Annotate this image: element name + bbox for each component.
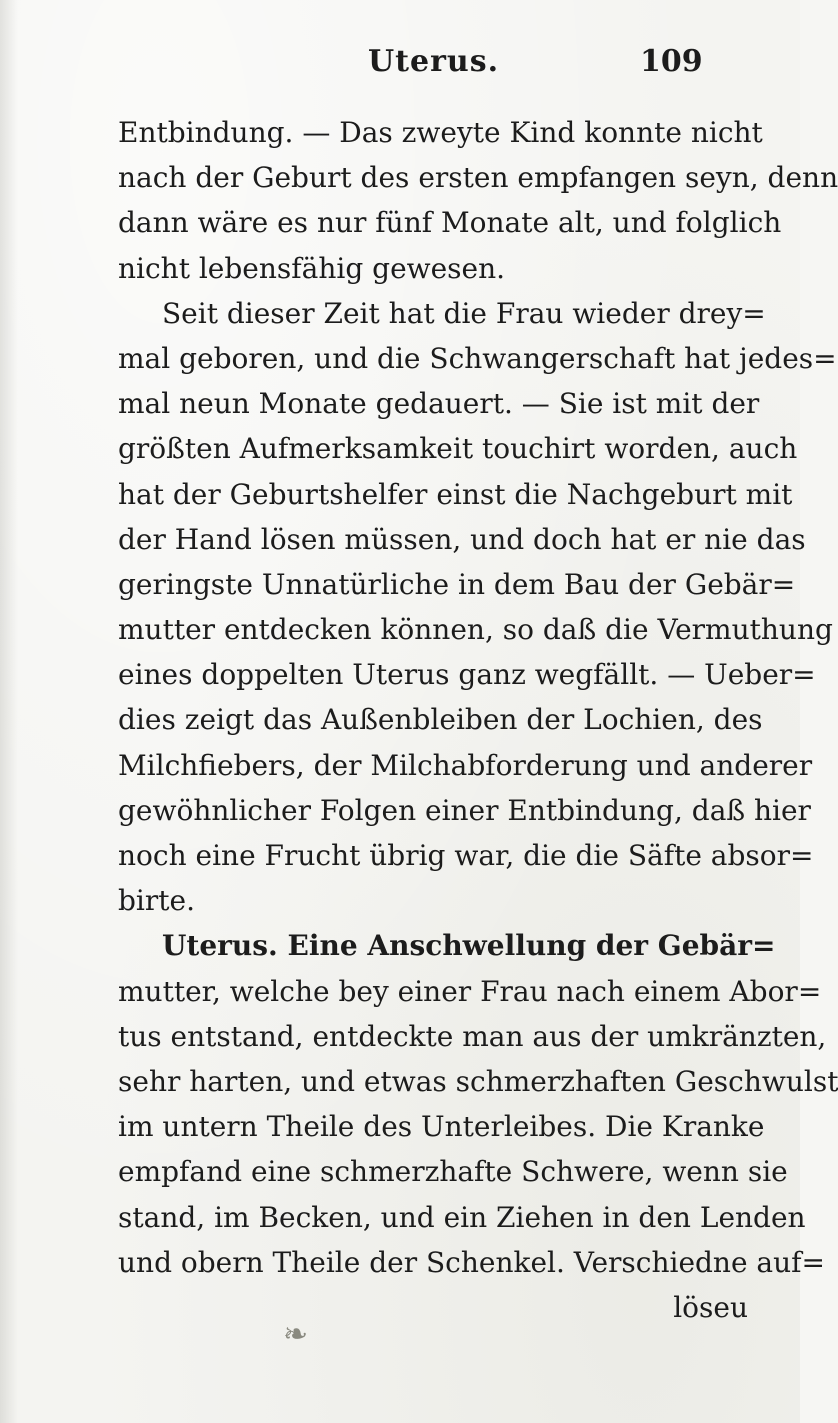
text-line: der Hand lösen müssen, und doch hat er nie das — [118, 522, 806, 556]
text-line: Seit dieser Zeit hat die Frau wieder drey= — [162, 296, 766, 330]
text-line: mutter entdecken können, so daß die Vermuthung — [118, 613, 833, 647]
text-line: gewöhnlicher Folgen einer Entbindung, daß hier — [118, 793, 811, 827]
gutter-shadow — [0, 0, 18, 1423]
running-title: Uterus. — [368, 44, 500, 79]
page-number: 109 — [640, 44, 703, 79]
text-line: nach der Geburt des ersten empfangen seyn, denn — [118, 161, 838, 195]
text-line: dann wäre es nur fünf Monate alt, und folglich — [118, 206, 782, 240]
text-line: und obern Theile der Schenkel. Verschiedne auf= — [118, 1245, 825, 1279]
text-block — [118, 110, 838, 1330]
text-line: nicht lebensfähig gewesen. — [118, 251, 506, 285]
running-head — [0, 44, 800, 94]
text-line: mutter, welche bey einer Frau nach einem Abor= — [118, 974, 822, 1008]
text-line: mal neun Monate gedauert. — Sie ist mit der — [118, 387, 760, 421]
text-line: noch eine Frucht übrig war, die die Säfte absor= — [118, 839, 814, 872]
text-line: im untern Theile des Unterleibes. Die Kranke — [118, 1110, 765, 1144]
text-line: hat der Geburtshelfer einst die Nachgeburt mit — [118, 477, 793, 511]
text-line: empfand eine schmerzhafte Schwere, wenn sie — [118, 1155, 788, 1189]
text-line: tus entstand, entdeckte man aus der umkränzten, — [118, 1019, 827, 1053]
text-line: dies zeigt das Außenbleiben der Lochien, des — [118, 703, 763, 737]
text-line: größten Aufmerksamkeit touchirt worden, auch — [118, 432, 798, 466]
text-line: sehr harten, und etwas schmerzhaften Geschwulst — [118, 1064, 838, 1098]
text-line: eines doppelten Uterus ganz wegfällt. — Ueber= — [118, 658, 816, 692]
section-heading-line: Uterus. Eine Anschwellung der Gebär= — [162, 929, 776, 963]
text-line: Entbindung. — Das zweyte Kind konnte nicht — [118, 116, 763, 149]
text-line: stand, im Becken, und ein Ziehen in den Lenden — [118, 1200, 806, 1234]
ink-blemish-icon: ❧ — [283, 1317, 309, 1352]
text-line: birte. — [118, 884, 195, 918]
text-line: geringste Unnatürliche in dem Bau der Gebär= — [118, 567, 796, 601]
catchword: löseu — [673, 1290, 748, 1324]
text-line: mal geboren, und die Schwangerschaft hat jedes= — [118, 341, 837, 375]
text-line: Milchfiebers, der Milchabforderung und anderer — [118, 748, 813, 782]
